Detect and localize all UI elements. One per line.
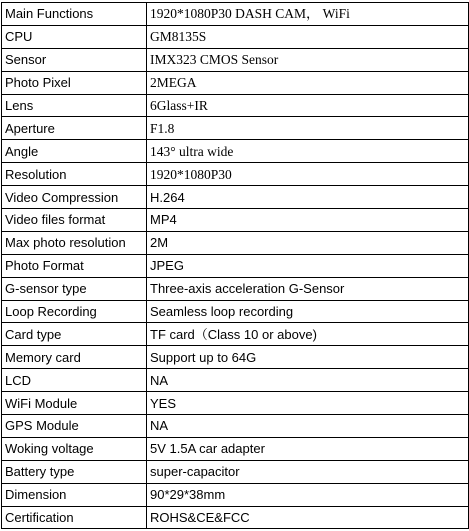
- table-row: [2, 94, 469, 117]
- spec-label: Memory card: [2, 346, 147, 369]
- spec-label: G-sensor type: [2, 277, 147, 300]
- spec-table-body: [2, 3, 469, 529]
- spec-label: LCD: [2, 369, 147, 392]
- spec-value: MP4: [147, 209, 469, 232]
- table-row: [2, 3, 469, 26]
- spec-label: Aperture: [2, 117, 147, 140]
- spec-label: Lens: [2, 94, 147, 117]
- spec-label: Loop Recording: [2, 300, 147, 323]
- spec-value: Three-axis acceleration G-Sensor: [147, 277, 469, 300]
- spec-label: Card type: [2, 323, 147, 346]
- spec-label: Photo Pixel: [2, 71, 147, 94]
- table-row: [2, 48, 469, 71]
- table-row: [2, 300, 469, 323]
- table-row: [2, 71, 469, 94]
- table-row: [2, 483, 469, 506]
- table-row: [2, 346, 469, 369]
- spec-value: 143° ultra wide: [147, 140, 469, 163]
- table-row: [2, 415, 469, 438]
- spec-label: WiFi Module: [2, 392, 147, 415]
- spec-value: 2M: [147, 231, 469, 254]
- spec-value: NA: [147, 369, 469, 392]
- spec-label: CPU: [2, 25, 147, 48]
- spec-label: GPS Module: [2, 415, 147, 438]
- spec-label: Video files format: [2, 209, 147, 232]
- spec-value: 90*29*38mm: [147, 483, 469, 506]
- table-row: [2, 140, 469, 163]
- table-row: [2, 506, 469, 529]
- table-row: [2, 392, 469, 415]
- table-row: [2, 323, 469, 346]
- spec-value: 5V 1.5A car adapter: [147, 437, 469, 460]
- spec-value: YES: [147, 392, 469, 415]
- spec-value: JPEG: [147, 254, 469, 277]
- spec-label: Battery type: [2, 460, 147, 483]
- spec-label: Woking voltage: [2, 437, 147, 460]
- spec-label: Max photo resolution: [2, 231, 147, 254]
- spec-value: Support up to 64G: [147, 346, 469, 369]
- spec-value: NA: [147, 415, 469, 438]
- spec-label: Dimension: [2, 483, 147, 506]
- table-row: [2, 460, 469, 483]
- spec-label: Video Compression: [2, 186, 147, 209]
- table-row: [2, 277, 469, 300]
- spec-value: 2MEGA: [147, 71, 469, 94]
- spec-value: 1920*1080P30: [147, 163, 469, 186]
- spec-label: Main Functions: [2, 3, 147, 26]
- spec-value: F1.8: [147, 117, 469, 140]
- spec-value: GM8135S: [147, 25, 469, 48]
- spec-label: Photo Format: [2, 254, 147, 277]
- spec-label: Resolution: [2, 163, 147, 186]
- spec-label: Certification: [2, 506, 147, 529]
- spec-label: Sensor: [2, 48, 147, 71]
- spec-value: ROHS&CE&FCC: [147, 506, 469, 529]
- table-row: [2, 25, 469, 48]
- spec-value: IMX323 CMOS Sensor: [147, 48, 469, 71]
- table-row: [2, 186, 469, 209]
- spec-value: super-capacitor: [147, 460, 469, 483]
- spec-value: TF card（Class 10 or above): [147, 323, 469, 346]
- spec-value: 1920*1080P30 DASH CAM， WiFi: [147, 3, 469, 26]
- table-row: [2, 209, 469, 232]
- spec-value: H.264: [147, 186, 469, 209]
- table-row: [2, 254, 469, 277]
- table-row: [2, 437, 469, 460]
- table-row: [2, 117, 469, 140]
- table-row: [2, 369, 469, 392]
- table-row: [2, 163, 469, 186]
- spec-value: Seamless loop recording: [147, 300, 469, 323]
- spec-table: [1, 2, 469, 529]
- spec-label: Angle: [2, 140, 147, 163]
- spec-value: 6Glass+IR: [147, 94, 469, 117]
- table-row: [2, 231, 469, 254]
